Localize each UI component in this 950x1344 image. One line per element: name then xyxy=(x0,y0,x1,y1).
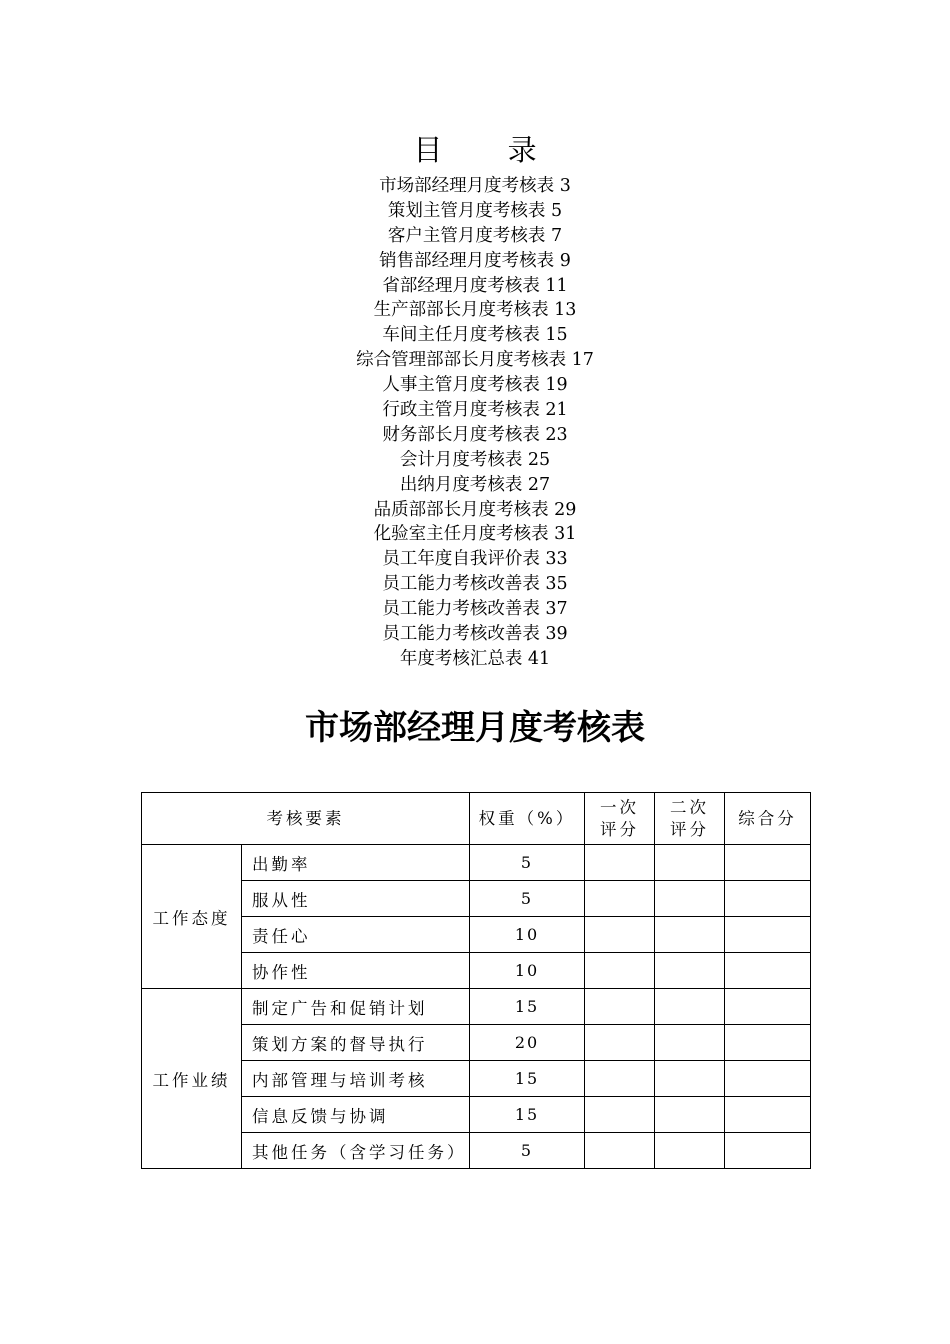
item-cell: 信息反馈与协调 xyxy=(242,1097,470,1133)
table-row xyxy=(142,845,811,881)
group-work-attitude: 工作态度 xyxy=(142,845,242,989)
second-score-cell[interactable] xyxy=(655,953,725,989)
table-row xyxy=(142,1061,811,1097)
first-score-cell[interactable] xyxy=(585,1097,655,1133)
toc-entry[interactable]: 行政主管月度考核表 21 xyxy=(382,400,568,421)
toc-entry[interactable]: 化验室主任月度考核表 31 xyxy=(373,524,577,545)
total-score-cell[interactable] xyxy=(725,989,811,1025)
second-score-cell[interactable] xyxy=(655,989,725,1025)
toc-entry[interactable]: 会计月度考核表 25 xyxy=(399,449,551,470)
total-score-cell[interactable] xyxy=(725,1133,811,1169)
header-first-score-line2: 评分 xyxy=(600,819,639,839)
first-score-cell[interactable] xyxy=(585,917,655,953)
total-score-cell[interactable] xyxy=(725,1097,811,1133)
first-score-cell[interactable] xyxy=(585,953,655,989)
header-row xyxy=(142,793,811,845)
item-cell: 制定广告和促销计划 xyxy=(242,989,470,1025)
toc-entry[interactable]: 生产部部长月度考核表 13 xyxy=(373,300,577,321)
header-second-score-line1: 二次 xyxy=(670,797,709,817)
toc-entry[interactable]: 客户主管月度考核表 7 xyxy=(387,225,563,246)
first-score-cell[interactable] xyxy=(585,1061,655,1097)
second-score-cell[interactable] xyxy=(655,845,725,881)
table-row xyxy=(142,989,811,1025)
weight-cell: 5 xyxy=(470,1133,585,1169)
header-second-score xyxy=(655,793,725,845)
second-score-cell[interactable] xyxy=(655,1097,725,1133)
toc-entry[interactable]: 市场部经理月度考核表 3 xyxy=(379,176,571,196)
table-row xyxy=(142,1025,811,1061)
document-title: 市场部经理月度考核表 xyxy=(305,708,645,748)
toc-entry[interactable]: 员工能力考核改善表 37 xyxy=(382,599,568,620)
second-score-cell[interactable] xyxy=(655,1133,725,1169)
first-score-cell[interactable] xyxy=(585,1133,655,1169)
header-weight: 权重（%） xyxy=(470,793,585,845)
first-score-cell[interactable] xyxy=(585,989,655,1025)
evaluation-table xyxy=(141,792,811,1169)
second-score-cell[interactable] xyxy=(655,881,725,917)
toc-entry[interactable]: 年度考核汇总表 41 xyxy=(399,648,551,669)
header-factor: 考核要素 xyxy=(142,793,470,845)
item-cell: 责任心 xyxy=(242,917,470,953)
weight-cell: 20 xyxy=(470,1025,585,1061)
table-row xyxy=(142,881,811,917)
total-score-cell[interactable] xyxy=(725,917,811,953)
weight-cell: 5 xyxy=(470,881,585,917)
toc-entry[interactable]: 财务部长月度考核表 23 xyxy=(382,424,568,445)
header-first-score-line1: 一次 xyxy=(600,797,639,817)
table-row xyxy=(142,917,811,953)
total-score-cell[interactable] xyxy=(725,1061,811,1097)
toc-entry[interactable]: 出纳月度考核表 27 xyxy=(399,474,551,495)
item-cell: 其他任务（含学习任务） xyxy=(242,1133,470,1169)
total-score-cell[interactable] xyxy=(725,881,811,917)
weight-cell: 15 xyxy=(470,1061,585,1097)
weight-cell: 5 xyxy=(470,845,585,881)
header-second-score-line2: 评分 xyxy=(670,819,709,839)
second-score-cell[interactable] xyxy=(655,1025,725,1061)
toc-entry[interactable]: 省部经理月度考核表 11 xyxy=(382,275,568,296)
total-score-cell[interactable] xyxy=(725,953,811,989)
header-first-score xyxy=(585,793,655,845)
table-of-contents xyxy=(0,174,950,672)
item-cell: 内部管理与培训考核 xyxy=(242,1061,470,1097)
toc-entry[interactable]: 策划主管月度考核表 5 xyxy=(387,200,563,221)
toc-entry[interactable]: 品质部部长月度考核表 29 xyxy=(373,499,577,520)
weight-cell: 15 xyxy=(470,1097,585,1133)
first-score-cell[interactable] xyxy=(585,881,655,917)
item-cell: 服从性 xyxy=(242,881,470,917)
group-work-performance: 工作业绩 xyxy=(142,989,242,1169)
total-score-cell[interactable] xyxy=(725,1025,811,1061)
second-score-cell[interactable] xyxy=(655,917,725,953)
toc-entry[interactable]: 员工能力考核改善表 35 xyxy=(382,574,568,595)
weight-cell: 10 xyxy=(470,917,585,953)
item-cell: 策划方案的督导执行 xyxy=(242,1025,470,1061)
weight-cell: 10 xyxy=(470,953,585,989)
toc-entry[interactable]: 员工能力考核改善表 39 xyxy=(382,624,568,645)
table-row xyxy=(142,1133,811,1169)
table-row xyxy=(142,953,811,989)
item-cell: 协作性 xyxy=(242,953,470,989)
toc-entry[interactable]: 车间主任月度考核表 15 xyxy=(382,325,568,346)
item-cell: 出勤率 xyxy=(242,845,470,881)
toc-entry[interactable]: 员工年度自我评价表 33 xyxy=(382,549,568,570)
first-score-cell[interactable] xyxy=(585,1025,655,1061)
second-score-cell[interactable] xyxy=(655,1061,725,1097)
toc-title: 目 录 xyxy=(413,133,565,167)
toc-entry[interactable]: 综合管理部部长月度考核表 17 xyxy=(356,350,594,371)
total-score-cell[interactable] xyxy=(725,845,811,881)
first-score-cell[interactable] xyxy=(585,845,655,881)
header-total: 综合分 xyxy=(725,793,811,845)
toc-entry[interactable]: 人事主管月度考核表 19 xyxy=(382,375,568,396)
toc-entry[interactable]: 销售部经理月度考核表 9 xyxy=(379,250,571,271)
table-row xyxy=(142,1097,811,1133)
weight-cell: 15 xyxy=(470,989,585,1025)
